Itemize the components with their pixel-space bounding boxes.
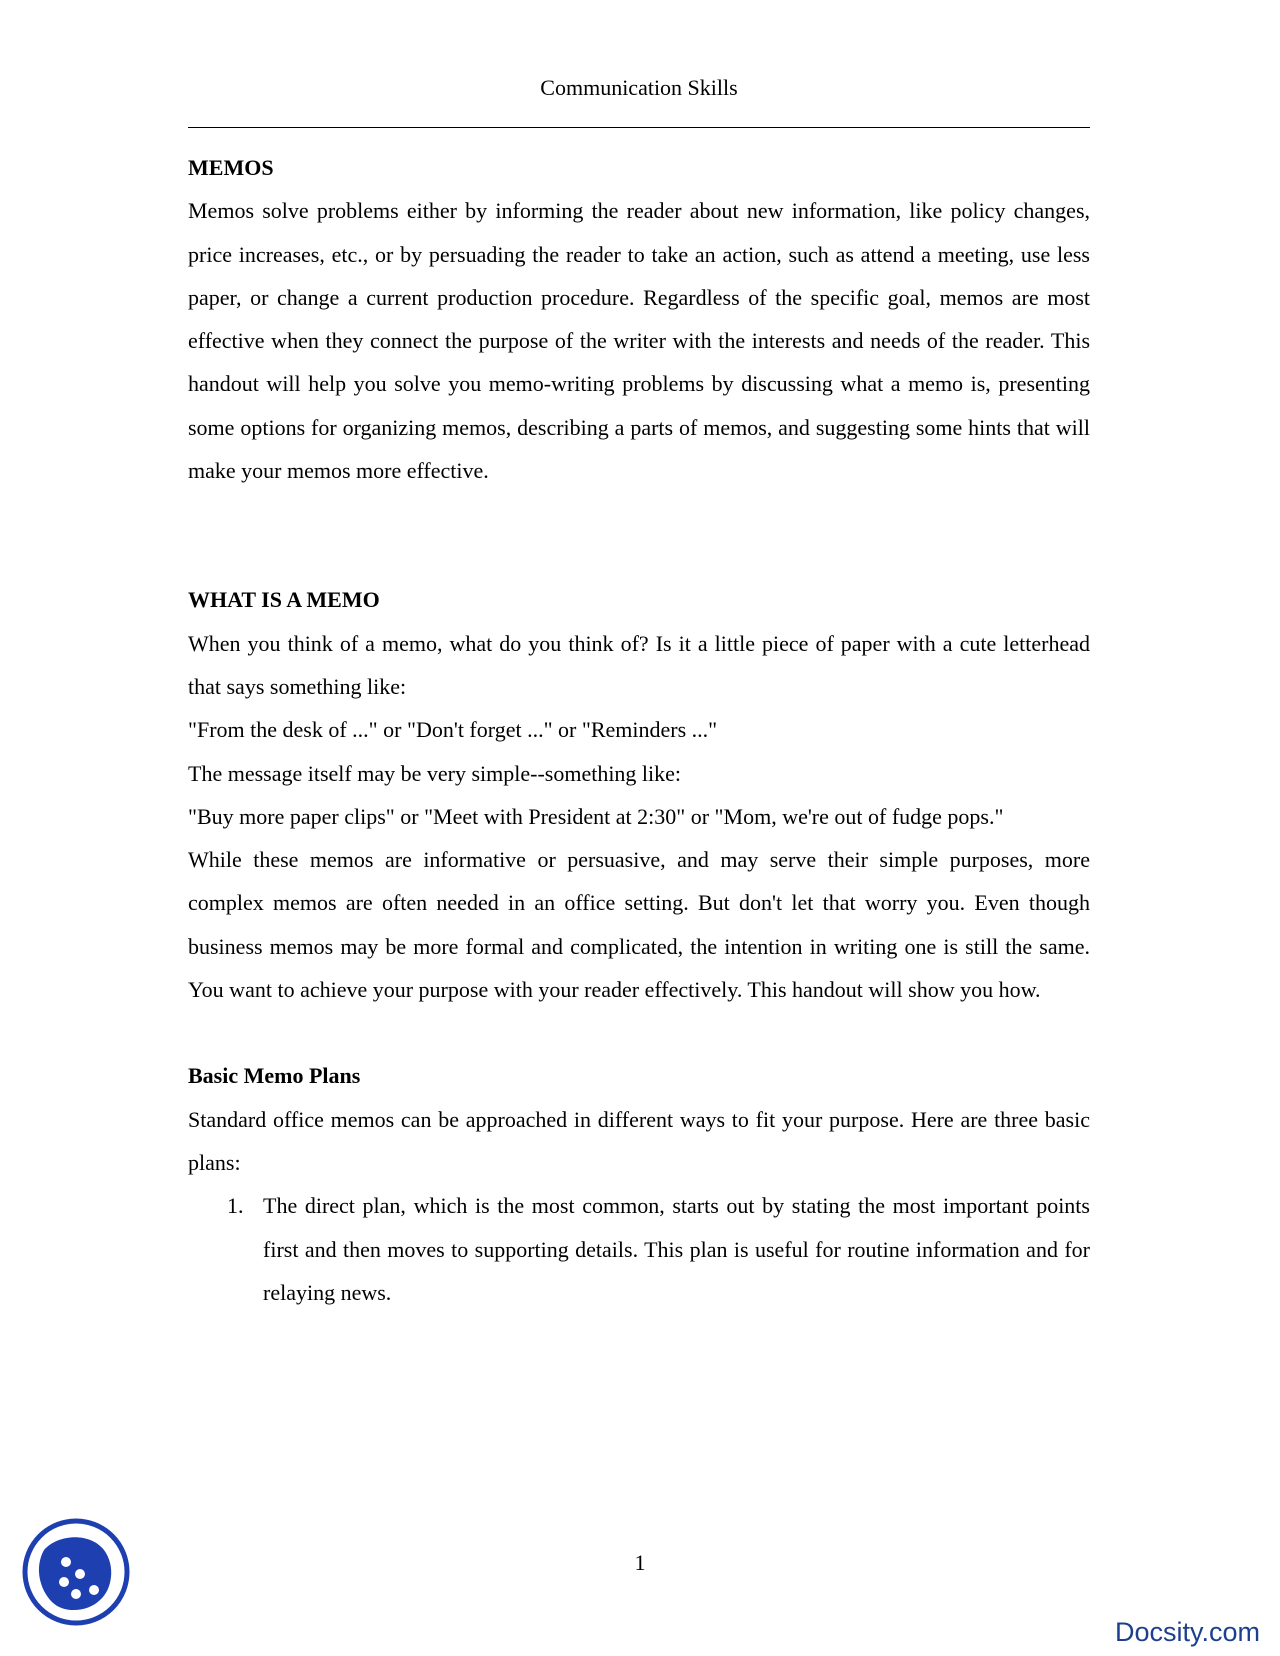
spacer bbox=[188, 1011, 1090, 1054]
memo-plans-list bbox=[188, 1184, 1090, 1314]
docsity-logo-icon bbox=[20, 1516, 132, 1628]
list-item-text: The direct plan, which is the most common, starts out by stating the most important points first and then moves to supporting details. This plan is useful for routine information and for relaying news. bbox=[263, 1193, 1090, 1305]
section-heading-basic-memo-plans: Basic Memo Plans bbox=[188, 1063, 361, 1089]
paragraph-memos-intro: Memos solve problems either by informing the reader about new information, like policy changes, price increases, etc., or by persuading the reader to take an action, such as attend a meeting, use less paper, or change a current production procedure. Regardless of the specific goal, memos are most effective when they connect the purpose of the writer with the interests and needs of the reader. This handout will help you solve you memo-writing problems by discussing what a memo is, presenting some options for organizing memos, describing a parts of memos, and suggesting some hints that will make your memos more effective. bbox=[188, 198, 1090, 484]
section-heading-memos: MEMOS bbox=[188, 155, 274, 180]
list-item bbox=[188, 1184, 1090, 1314]
docsity-brand-text[interactable]: Docsity.com bbox=[1114, 1617, 1260, 1647]
paragraph-what-is-line-4: "Buy more paper clips" or "Meet with President at 2:30" or "Mom, we're out of fudge pops." bbox=[188, 803, 1004, 829]
document-body bbox=[188, 146, 1090, 1314]
page-number: 1 bbox=[634, 1550, 646, 1575]
paragraph-plans-intro: Standard office memos can be approached in different ways to fit your purpose. Here are three basic plans: bbox=[188, 1106, 1090, 1175]
paragraph-what-is-line-3: The message itself may be very simple--something like: bbox=[188, 760, 682, 786]
paragraph-what-is-line-5: While these memos are informative or persuasive, and may serve their simple purposes, more complex memos are often needed in an office setting. But don't let that worry you. Even though business memos may be more formal and complicated, the intention in writing one is still the same. You want to achieve your purpose with your reader effectively. This handout will show you how. bbox=[188, 847, 1090, 1003]
paragraph-what-is-line-1: When you think of a memo, what do you think of? Is it a little piece of paper with a cute letterhead that says something like: bbox=[188, 630, 1090, 699]
section-heading-what-is-a-memo: WHAT IS A MEMO bbox=[188, 587, 380, 613]
paragraph-what-is-line-2: "From the desk of ..." or "Don't forget ..." or "Reminders ..." bbox=[188, 717, 718, 743]
spacer bbox=[188, 492, 1090, 578]
header-rule bbox=[188, 127, 1090, 128]
running-header: Communication Skills bbox=[540, 75, 738, 100]
list-item-number: 1. bbox=[227, 1193, 244, 1219]
